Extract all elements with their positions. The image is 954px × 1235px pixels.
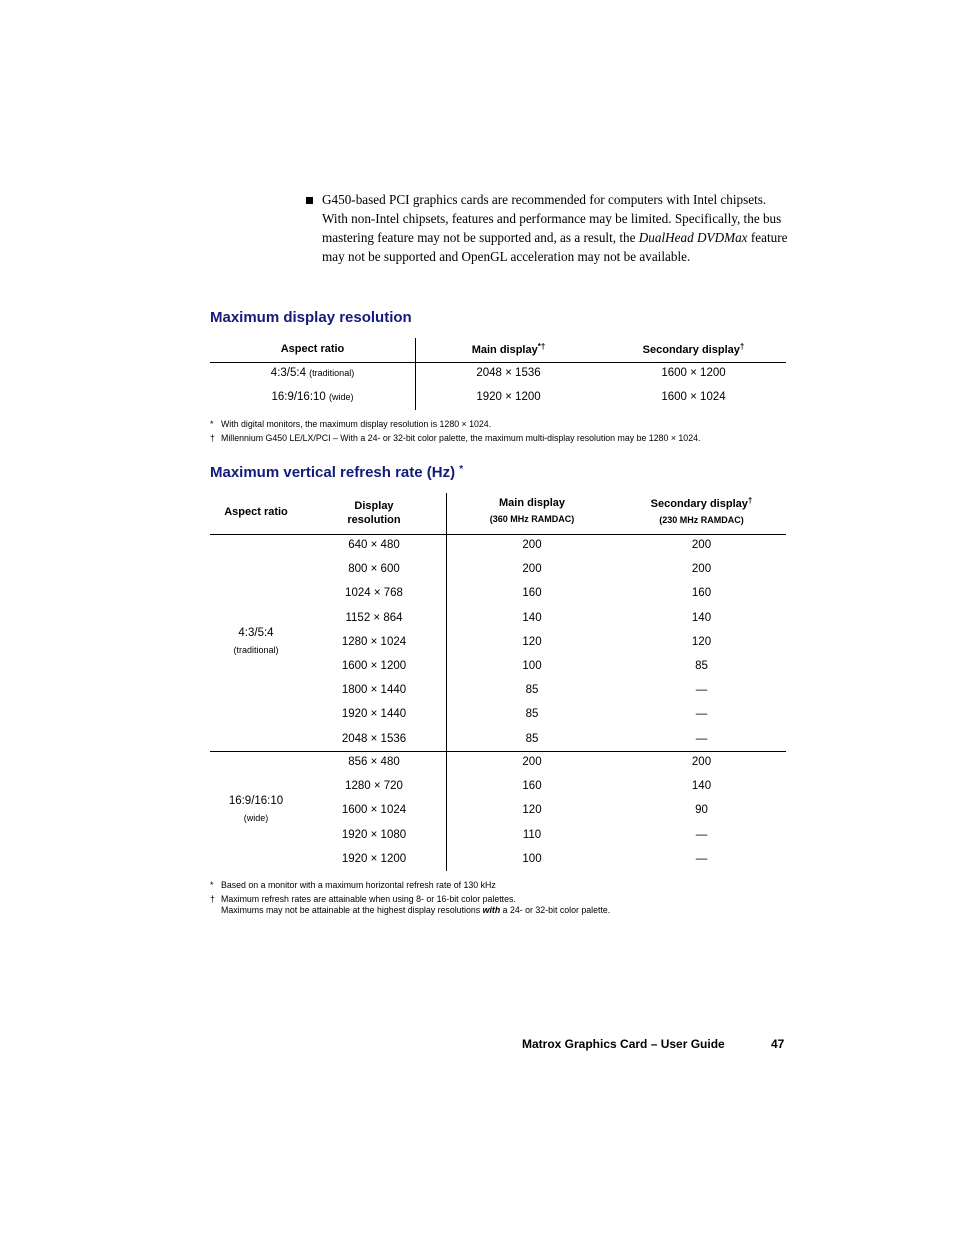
t2-cell-res: 1600 × 1024 [341, 804, 407, 816]
intro-paragraph: G450-based PCI graphics cards are recommended for computers with Intel chipsets. With non-Intel chipsets, features and performance may be limited. Specifically, the bus mastering feature may not be supported and, as a result, the DualHead DVDMax feature may not be supported and OpenGL acceleration may not be available. [322, 192, 788, 264]
t2-header-resolution: Display resolution [347, 500, 401, 526]
t2-cell-secondary: 200 [691, 539, 712, 551]
t2-cell-res: 1152 × 864 [345, 612, 403, 624]
t2-cell-res: 1600 × 1200 [341, 660, 407, 672]
t2-cell-secondary: — [695, 853, 708, 865]
t2-cell-res: 800 × 600 [348, 563, 400, 575]
t2-header-aspect: Aspect ratio [224, 506, 288, 518]
t2-cell-main: 200 [522, 756, 542, 768]
t2-cell-secondary: 200 [691, 563, 712, 575]
t2-cell-main: 85 [525, 684, 539, 696]
t2-cell-secondary: 120 [691, 636, 712, 648]
t1-footnote-star: * With digital monitors, the maximum display resolution is 1280 × 1024. [210, 419, 492, 429]
t2-group-rule [210, 751, 786, 752]
t2-cell-res: 1920 × 1080 [341, 829, 407, 841]
t2-cell-main: 110 [522, 829, 542, 841]
t1-row-secondary: 1600 × 1024 [661, 391, 726, 403]
t2-cell-secondary: 140 [691, 612, 712, 624]
t2-cell-main: 100 [522, 853, 542, 865]
t2-cell-res: 856 × 480 [348, 756, 400, 768]
t2-cell-res: 1280 × 1024 [341, 636, 407, 648]
t2-header-secondary: Secondary display† (230 MHz RAMDAC) [650, 496, 753, 525]
t2-cell-main: 140 [522, 612, 542, 624]
t1-footnote-dagger: † Millennium G450 LE/LX/PCI – With a 24- or 32-bit color palette, the maximum multi-display resolution may be 1280 × 1024. [210, 433, 701, 443]
t2-footnote-star: * Based on a monitor with a maximum horizontal refresh rate of 130 kHz [210, 880, 496, 890]
t2-cell-main: 85 [525, 733, 539, 745]
t1-row-main: 2048 × 1536 [476, 367, 541, 379]
t2-cell-secondary: — [695, 684, 708, 696]
t2-header-main: Main display (360 MHz RAMDAC) [489, 497, 575, 524]
t2-cell-main: 160 [522, 780, 542, 792]
t2-cell-secondary: 200 [691, 756, 712, 768]
t2-cell-res: 1024 × 768 [345, 587, 403, 599]
t2-cell-res: 1920 × 1200 [341, 853, 407, 865]
t1-header-aspect: Aspect ratio [280, 343, 345, 355]
t1-header-secondary: Secondary display† [642, 342, 745, 356]
t1-row-aspect: 16:9/16:10 (wide) [271, 391, 354, 403]
table1-title: Maximum display resolution [210, 309, 412, 326]
t2-cell-secondary: 85 [695, 660, 708, 672]
t2-footnote-dagger-cont: Maximums may not be attainable at the highest display resolutions with a 24- or 32-bit color palette. [221, 905, 611, 915]
t2-cell-secondary: 140 [691, 780, 712, 792]
t2-footnote-dagger: † Maximum refresh rates are attainable when using 8- or 16-bit color palettes. [210, 894, 516, 904]
footer-title: Matrox Graphics Card – User Guide [522, 1037, 725, 1051]
t2-cell-res: 640 × 480 [348, 539, 400, 551]
t2-cell-main: 160 [522, 587, 542, 599]
t2-cell-main: 200 [522, 539, 542, 551]
t2-cell-res: 1920 × 1440 [341, 708, 407, 720]
t2-cell-res: 2048 × 1536 [341, 733, 407, 745]
t2-cell-secondary: 160 [691, 587, 712, 599]
t2-cell-res: 1280 × 720 [345, 780, 403, 792]
t1-row-secondary: 1600 × 1200 [661, 367, 726, 379]
t2-cell-secondary: — [695, 708, 708, 720]
t2-aspect-note: (wide) [243, 813, 269, 823]
t1-row-main: 1920 × 1200 [476, 391, 541, 403]
t2-aspect-label: 4:3/5:4 [238, 627, 274, 639]
t2-cell-secondary: 90 [695, 804, 708, 816]
page-number: 47 [771, 1037, 785, 1051]
table2-title: Maximum vertical refresh rate (Hz) * [210, 464, 464, 481]
t2-header-rule [210, 534, 786, 535]
t2-cell-secondary: — [695, 829, 708, 841]
t1-header-main: Main display*† [471, 342, 546, 356]
t2-cell-main: 100 [522, 660, 542, 672]
t2-aspect-note: (traditional) [233, 645, 279, 655]
t2-cell-res: 1800 × 1440 [341, 684, 407, 696]
t2-aspect-label: 16:9/16:10 [228, 795, 284, 807]
t1-row-aspect: 4:3/5:4 (traditional) [270, 367, 355, 379]
t1-header-rule [210, 362, 786, 363]
t2-cell-main: 120 [522, 636, 542, 648]
t2-cell-main: 120 [522, 804, 542, 816]
t2-cell-main: 200 [522, 563, 542, 575]
t2-cell-main: 85 [525, 708, 539, 720]
t2-cell-secondary: — [695, 733, 708, 745]
bullet-marker [306, 197, 313, 204]
